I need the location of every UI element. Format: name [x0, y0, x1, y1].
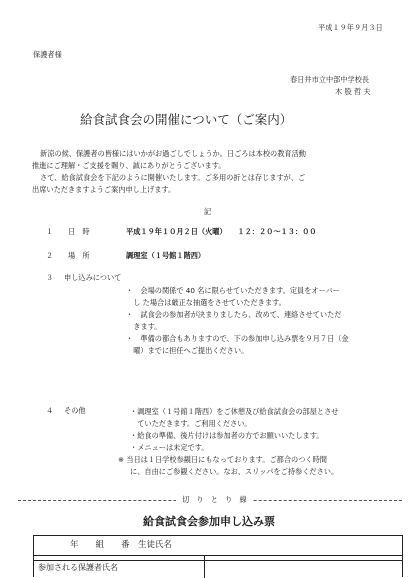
bullet-line: ・調理室（１号館１階西）をご休憩及び給食試食会の部屋とさせ — [130, 407, 339, 416]
school-name: 春日井市立中部中学校長 — [290, 75, 370, 84]
bullet-line: ・ 会場の関係で 40 名に限らせていただきます。定員をオーバー — [126, 286, 340, 295]
item-number: ４ — [46, 406, 54, 415]
intro-paragraph — [32, 148, 306, 196]
bullet-line: し た場合は厳正な抽選をさせていただきます。 — [126, 298, 286, 307]
date-label: 日 時 — [68, 227, 90, 236]
note-line: に、自由にご参観ください。なお、スリッパをご持参ください。 — [130, 467, 339, 476]
event-place: 調理室（１号館１階西） — [126, 251, 206, 260]
item-number: １ — [46, 227, 54, 236]
item-number: ２ — [46, 251, 54, 260]
intro-line: 推進にご理解・ご支援を賜り、誠にありがとうございます。 — [32, 161, 226, 170]
bullet-line: ・ 準備の都合もありますので、下の参加申し込み票を９月７日（金 — [126, 334, 349, 343]
form-row-student — [33, 535, 403, 555]
bullet-line: ・ 試食会の参加者が決まりましたら、改めて、連絡させていただ — [126, 310, 342, 319]
document-title: 給食試食会の開催について（ご案内） — [80, 112, 293, 127]
bullet-line: ていただきます。ご利用ください。 — [130, 419, 252, 428]
ki-marker: 記 — [204, 207, 212, 216]
intro-line: 出席いただきますようご案内申し上げます。 — [32, 185, 176, 194]
apply-bullets — [126, 285, 349, 357]
intro-line: 新涼の候、保護者の皆様にはいかがお過ごしでしょうか。日ごろは本校の教育活動 — [40, 149, 306, 158]
other-label: その他 — [64, 406, 86, 415]
document-date: 平成１９年９月３日 — [318, 23, 383, 32]
bullet-line: ・給食の準備、後片付けは参加者の方でお願いいたします。 — [130, 431, 324, 440]
form-row-parent — [33, 555, 403, 577]
bullet-line: きます。 — [126, 322, 162, 331]
event-datetime: 平成１９年１０月２日（火曜） １２：２０～１３：００ — [126, 227, 317, 236]
note — [118, 454, 338, 478]
bullet-line: ・メニューは未定です。 — [130, 443, 209, 452]
bullet-line: 曜）までに担任へご提出ください。 — [126, 346, 249, 355]
place-label: 場 所 — [68, 251, 90, 260]
cut-label: 切 り と り 線 — [176, 495, 253, 504]
form-divider — [204, 556, 205, 578]
parent-name-label: 参加される保護者氏名 — [38, 563, 118, 572]
recipient: 保護者様 — [33, 50, 62, 59]
student-name-label: 年 組 番 生徒氏名 — [70, 540, 173, 550]
apply-label: 申し込みについて — [64, 273, 122, 282]
item-number: ３ — [46, 273, 54, 282]
note-line: ※ 当日は１日学校参観日にもなっております。ご都合のつく時間 — [118, 455, 327, 464]
form-title: 給食試食会参加申し込み票 — [143, 515, 275, 528]
principal-name: 木 股 哲 夫 — [335, 87, 371, 96]
other-bullets — [130, 406, 338, 454]
intro-line: さて、給食試食会を下記のように開催いたします。ご多用の折とは存じますが、ご — [40, 173, 306, 182]
